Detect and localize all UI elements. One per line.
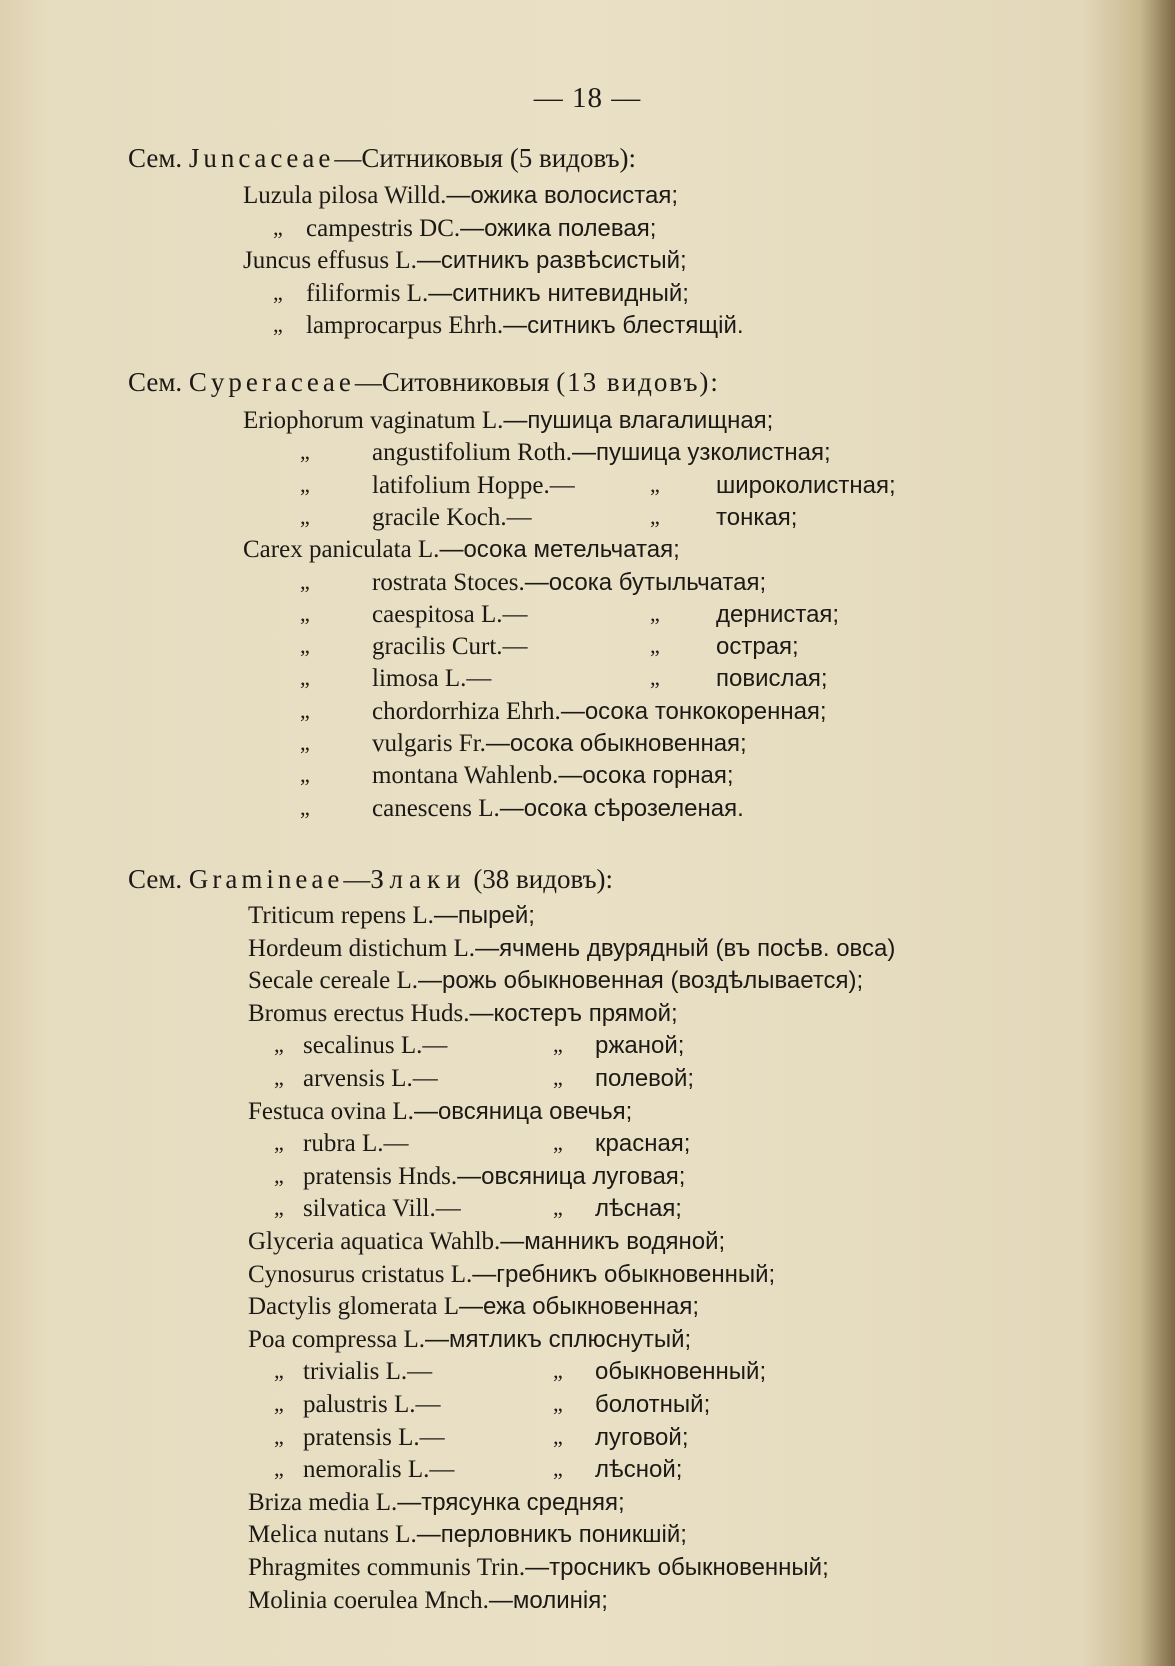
russian-name: острая; [716,633,799,661]
latin-name: Juncus effusus L. [243,247,417,274]
species-entry [372,437,831,469]
russian-name: —трясунка средняя; [397,1488,625,1516]
latin-name: campestris DC. [306,214,461,242]
ditto-mark: „ [274,1130,284,1156]
species-entry [248,1552,829,1584]
species-count: (13 видовъ): [556,367,720,397]
ditto-mark: „ [300,794,310,820]
russian-name: —мятликъ сплюснутый; [425,1325,692,1353]
russian-name: широколистная; [716,471,896,499]
russian-name: —осока бутыльчатая; [524,568,767,596]
latin-name: latifolium Hoppe.— [372,471,575,499]
species-entry [372,502,532,534]
latin-name: caespitosa L.— [372,600,528,628]
ditto-mark: „ [274,1065,284,1090]
ditto-mark: „ [274,1162,284,1188]
family-latin-name: Juncaceae [188,143,335,173]
russian-name: —ситникъ нитевидный; [428,279,689,307]
russian-name: —молинія; [488,1586,608,1614]
family-latin-name: Gramineae [188,864,344,894]
family-latin-name: Cyperaceae [188,367,355,397]
latin-name: Carex paniculata L. [243,536,440,564]
russian-name: —осока метельчатая; [439,536,680,564]
ditto-mark: „ [274,1456,284,1482]
russian-name: —тросникъ обыкновенный; [525,1554,829,1581]
ditto-mark: „ [300,600,310,626]
ditto-mark: „ [553,1358,563,1384]
ditto-mark: „ [273,214,283,240]
family-heading [128,366,720,399]
russian-name: красная; [595,1130,691,1158]
ditto-mark: „ [300,762,310,788]
russian-name: —пушица узколистная; [572,439,831,467]
latin-name: Bromus erectus Huds. [248,999,470,1027]
ditto-mark: „ [300,665,310,691]
species-entry [248,965,863,997]
species-entry [248,900,535,932]
latin-name: Secale cereale L. [248,967,419,995]
russian-name: —гребникъ обыкновенный; [472,1260,776,1288]
species-entry [248,998,678,1030]
species-entry [303,1128,409,1160]
latin-name: Cynosurus cristatus L. [248,1260,473,1288]
russian-name: —манникъ водяной; [500,1228,726,1255]
species-entry [243,405,773,437]
family-separator: — [354,367,382,397]
latin-name: montana Wahlenb. [372,762,559,790]
species-entry [248,1487,625,1519]
ditto-mark: „ [300,633,310,659]
species-entry [248,933,895,965]
family-heading [128,863,613,896]
species-entry [303,1030,447,1062]
latin-name: canescens L. [372,794,500,822]
ditto-mark: „ [300,471,310,497]
ditto-mark: „ [650,600,660,626]
species-entry [303,1193,461,1225]
species-entry [248,1226,725,1258]
latin-name: angustifolium Roth. [372,439,572,467]
family-russian-name: Злаки [370,864,467,894]
species-entry [303,1161,685,1193]
species-entry [303,1356,432,1388]
species-entry [248,1096,632,1128]
ditto-mark: „ [300,503,310,529]
species-entry [248,1519,687,1551]
species-entry [372,567,766,599]
russian-name: тонкая; [716,503,798,531]
species-entry [372,470,575,502]
russian-name: дернистая; [716,600,840,628]
species-entry [372,631,528,663]
russian-name: —ожика полевая; [460,214,657,242]
species-entry [372,728,747,760]
species-entry [303,1063,438,1095]
species-entry [306,213,656,245]
family-prefix: Сем. [128,143,183,173]
species-count: (5 видовъ): [509,143,637,173]
russian-name: —овсяница луговая; [457,1162,686,1190]
ditto-mark: „ [650,633,660,659]
ditto-mark: „ [274,1195,284,1221]
russian-name: —осока обыкновенная; [485,730,747,757]
russian-name: —ожика волосистая; [446,182,679,209]
latin-name: silvatica Vill.— [303,1195,461,1223]
species-entry [243,180,678,212]
russian-name: —ситникъ блестящій. [503,312,744,339]
latin-name: rubra L.— [303,1130,409,1158]
species-entry [303,1454,454,1486]
ditto-mark: „ [274,1423,284,1449]
ditto-mark: „ [274,1358,284,1384]
russian-name: —костеръ прямой; [469,999,678,1027]
latin-name: rostrata Stoces. [372,568,525,596]
species-entry [248,1585,608,1617]
ditto-mark: „ [553,1065,563,1090]
ditto-mark: „ [553,1195,563,1221]
latin-name: filiformis L. [306,279,429,307]
latin-name: palustris L.— [303,1391,441,1418]
ditto-mark: „ [553,1423,563,1449]
latin-name: limosa L.— [372,665,492,693]
ditto-mark: „ [553,1130,563,1156]
russian-name: болотный; [595,1391,711,1418]
russian-name: —ситникъ развѣсистый; [416,247,687,274]
species-entry [372,760,734,792]
family-russian-name: Ситниковыя [361,143,504,173]
family-prefix: Сем. [128,367,183,397]
species-entry [306,278,689,310]
latin-name: Poa compressa L. [248,1325,426,1353]
ditto-mark: „ [300,730,310,755]
latin-name: Eriophorum vaginatum L. [243,407,504,434]
species-entry [303,1422,445,1454]
russian-name: —перловникъ поникшій; [416,1521,687,1549]
page-number: — 18 — [533,82,642,114]
russian-name: —ячмень двурядный (въ посѣв. овса) [475,934,896,962]
latin-name: pratensis L.— [303,1423,445,1451]
species-entry [372,599,528,631]
latin-name: lamprocarpus Ehrh. [306,312,504,339]
species-entry [248,1259,775,1291]
species-entry [306,310,744,342]
ditto-mark: „ [274,1032,284,1058]
latin-name: Festuca ovina L. [248,1097,414,1125]
family-separator: — [343,864,371,894]
latin-name: Molinia coerulea Mnch. [248,1586,489,1614]
latin-name: Hordeum distichum L. [248,934,476,962]
russian-name: —осока тонкокоренная; [560,697,827,725]
species-count: (38 видовъ): [473,864,614,894]
russian-name: ржаной; [595,1032,685,1060]
russian-name: —осока сѣрозеленая. [499,794,744,822]
ditto-mark: „ [273,279,283,305]
latin-name: trivialis L.— [303,1358,433,1386]
russian-name: —осока горная; [558,762,734,790]
latin-name: Glyceria aquatica Wahlb. [248,1228,501,1255]
family-separator: — [334,143,362,173]
family-prefix: Сем. [128,864,183,894]
russian-name: повислая; [716,665,828,693]
latin-name: vulgaris Fr. [372,730,486,757]
russian-name: луговой; [595,1423,689,1451]
ditto-mark: „ [553,1456,563,1482]
species-entry [303,1389,441,1421]
latin-name: secalinus L.— [303,1032,448,1060]
latin-name: chordorrhiza Ehrh. [372,697,561,725]
ditto-mark: „ [300,568,310,594]
ditto-mark: „ [300,697,310,723]
latin-name: Melica nutans L. [248,1521,417,1549]
family-russian-name: Ситовниковыя [381,367,550,397]
latin-name: gracilis Curt.— [372,633,528,661]
russian-name: лѣсная; [595,1195,682,1223]
species-entry [372,663,491,695]
ditto-mark: „ [553,1032,563,1058]
species-entry [243,245,687,277]
latin-name: Dactylis glomerata L [248,1293,460,1321]
latin-name: Triticum repens L. [248,902,434,929]
latin-name: Phragmites communis Trin. [248,1554,526,1581]
species-entry [243,534,680,566]
species-entry [248,1291,699,1323]
latin-name: nemoralis L.— [303,1456,455,1484]
latin-name: arvensis L.— [303,1065,438,1092]
russian-name: —рожь обыкновенная (воздѣлывается); [418,967,864,995]
ditto-mark: „ [650,503,660,529]
latin-name: gracile Koch.— [372,503,532,531]
ditto-mark: „ [650,471,660,497]
russian-name: лѣсной; [595,1456,683,1484]
ditto-mark: „ [650,665,660,691]
russian-name: —овсяница овечья; [413,1097,633,1125]
russian-name: полевой; [595,1065,695,1092]
species-entry [372,696,827,728]
species-entry [248,1324,691,1356]
russian-name: —пырей; [433,902,535,929]
russian-name: —пушица влагалищная; [503,407,774,434]
ditto-mark: „ [274,1391,284,1416]
species-entry [372,793,744,825]
russian-name: —ежа обыкновенная; [459,1293,699,1321]
ditto-mark: „ [273,312,283,337]
latin-name: Briza media L. [248,1488,398,1516]
ditto-mark: „ [300,439,310,465]
latin-name: Luzula pilosa Willd. [243,182,447,209]
family-heading [128,142,636,175]
ditto-mark: „ [553,1391,563,1416]
russian-name: обыкновенный; [595,1358,767,1386]
latin-name: pratensis Hnds. [303,1162,458,1190]
